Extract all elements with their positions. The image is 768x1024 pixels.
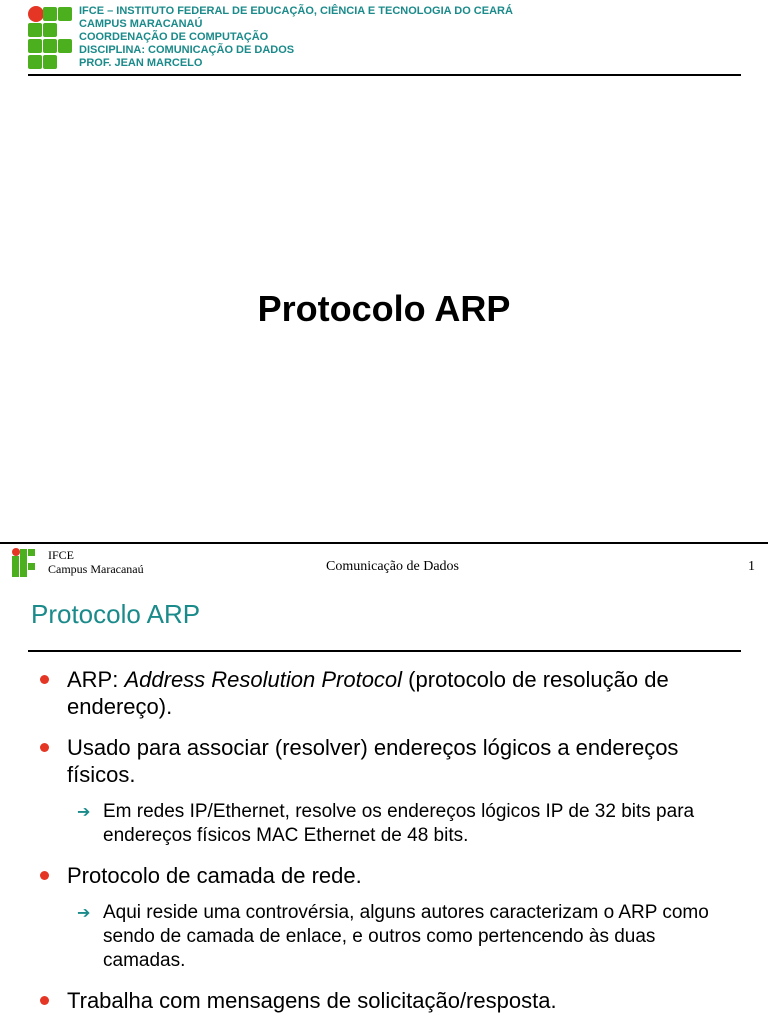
- bullet-4-text: Trabalha com mensagens de solicitação/resposta.: [67, 988, 557, 1013]
- sub-bullet-item: [0, 800, 768, 848]
- bullet-item: [0, 666, 768, 720]
- arrow-right-icon: ➔: [77, 903, 91, 922]
- bullet-1-suffix: (protocolo de resolução de endereço).: [67, 667, 669, 719]
- red-dot-bullet-icon: [40, 996, 49, 1005]
- footer-org-line-1: IFCE: [48, 548, 75, 562]
- bullet-item: [0, 734, 768, 788]
- header-line-4: DISCIPLINA: COMUNICAÇÃO DE DADOS: [79, 44, 295, 56]
- header-divider: [28, 74, 741, 76]
- bullet-1-italic: Address Resolution Protocol: [124, 667, 403, 692]
- sub-bullet-2-text: Aqui reside uma controvérsia, alguns autores caracterizam o ARP como sendo de camada de enlace, e outros como pertencendo às duas camadas.: [103, 902, 709, 971]
- bullet-item: [0, 862, 768, 889]
- ifce-logo-icon: [28, 6, 72, 70]
- footer-org-line-2: Campus Maracanaú: [48, 562, 144, 576]
- sub-bullet-1-text: Em redes IP/Ethernet, resolve os endereços lógicos IP de 32 bits para endereços físicos MAC Ethernet de 48 bits.: [103, 801, 695, 846]
- arrow-right-icon: ➔: [77, 802, 91, 821]
- slide-footer: [0, 545, 768, 581]
- sub-bullet-item: [0, 901, 768, 973]
- slide-1-title: Protocolo ARP: [257, 288, 511, 329]
- header-line-3: COORDENAÇÃO DE COMPUTAÇÃO: [79, 31, 269, 43]
- red-dot-bullet-icon: [40, 675, 49, 684]
- slide-2-title: Protocolo ARP: [31, 599, 201, 629]
- footer-course: Comunicação de Dados: [326, 559, 459, 574]
- slide-divider: [0, 542, 768, 544]
- header-line-1: IFCE – INSTITUTO FEDERAL DE EDUCAÇÃO, CIÊNCIA E TECNOLOGIA DO CEARÁ: [79, 5, 513, 17]
- page-number: 1: [748, 559, 755, 574]
- header-line-2: CAMPUS MARACANAÚ: [79, 18, 203, 30]
- bullet-2-text: Usado para associar (resolver) endereços lógicos a endereços físicos.: [67, 735, 679, 787]
- header-line-5: PROF. JEAN MARCELO: [79, 57, 203, 69]
- red-dot-bullet-icon: [40, 871, 49, 880]
- bullet-3-text: Protocolo de camada de rede.: [67, 863, 362, 888]
- title-divider: [28, 650, 741, 652]
- institution-header: [79, 5, 513, 70]
- bullet-item: [0, 987, 768, 1014]
- red-dot-bullet-icon: [40, 743, 49, 752]
- bullet-1-prefix: ARP:: [67, 667, 125, 692]
- slide-2-content: [0, 666, 768, 1024]
